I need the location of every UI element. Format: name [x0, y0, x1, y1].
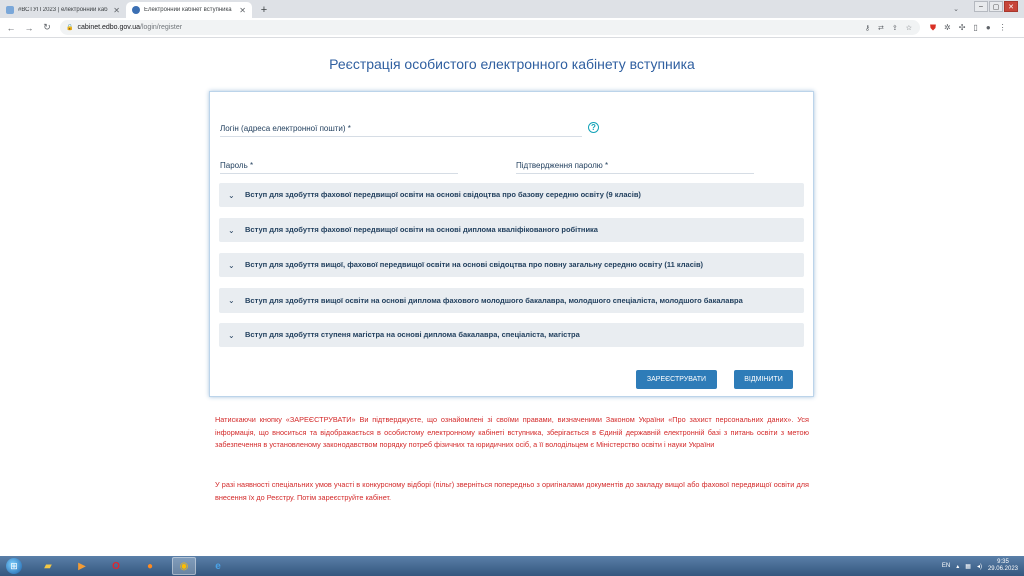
accordion-label: Вступ для здобуття фахової передвищої освіти на основі диплома кваліфікованого робітника	[245, 225, 598, 234]
accordion-item[interactable]	[219, 288, 804, 313]
menu-dots-icon[interactable]: ⋮	[998, 22, 1007, 32]
sidebar-icon[interactable]: ▯	[973, 22, 978, 32]
accordion-item[interactable]	[219, 218, 804, 242]
minimize-icon[interactable]: –	[974, 1, 988, 12]
window-controls	[974, 1, 1018, 12]
cancel-button[interactable]: ВІДМІНИТИ	[734, 370, 793, 389]
clock[interactable]	[988, 559, 1018, 573]
language-indicator[interactable]: EN	[941, 563, 951, 569]
close-window-icon[interactable]: ✕	[1004, 1, 1018, 12]
close-tab-icon[interactable]: ✕	[113, 5, 120, 15]
accordion-label: Вступ для здобуття фахової передвищої освіти на основі свідоцтва про базову середню освіту (9 класів)	[245, 190, 641, 199]
browser-tab-bar	[0, 0, 1024, 18]
accordion-item[interactable]	[219, 253, 804, 277]
media-player-icon[interactable]: ▶	[78, 560, 86, 572]
file-explorer-icon[interactable]: ▰	[44, 560, 52, 572]
extensions-area	[930, 23, 1007, 33]
share-icon[interactable]: ⇪	[891, 24, 898, 32]
url-path: /login/register	[140, 24, 183, 31]
firefox-icon[interactable]: ●	[146, 560, 154, 572]
chevron-down-icon: ⌄	[228, 190, 235, 200]
browser-tab[interactable]	[0, 2, 126, 18]
system-tray	[942, 559, 1024, 573]
confirm-password-field[interactable]: Підтвердження паролю *	[516, 161, 754, 174]
volume-icon[interactable]: ◂)	[976, 563, 982, 570]
chevron-down-icon: ⌄	[228, 225, 235, 235]
globe-icon	[132, 6, 140, 14]
accordion-item[interactable]	[219, 323, 804, 347]
extension-icon[interactable]: ⛊	[930, 22, 936, 32]
os-taskbar	[0, 556, 1024, 576]
clock-time: 9:35	[997, 559, 1009, 565]
chevron-down-icon: ⌄	[228, 260, 235, 270]
internet-explorer-icon[interactable]: e	[215, 560, 221, 572]
page-title: Реєстрація особистого електронного кабінету вступника	[329, 56, 695, 72]
login-field[interactable]: Логін (адреса електронної пошти) *	[220, 124, 582, 137]
url-input[interactable]	[60, 20, 920, 35]
password-field[interactable]: Пароль *	[220, 161, 458, 174]
register-button[interactable]: ЗАРЕЄСТРУВАТИ	[636, 370, 717, 389]
help-icon[interactable]: ?	[588, 122, 599, 133]
privacy-notice: Натискаючи кнопку «ЗАРЕЄСТРУВАТИ» Ви підтверджуєте, що ознайомлені зі своїми правами, визначеними Законом України «Про захист персональних даних». Уся інформація, що вноситься та відображається в особистому електронному кабінеті вступника, зберігається в Єдиній державній електронній базі з питань освіти з метою забезпечення в установленому законодавством порядку потреб фізичних та юридичних осіб, а її володільцем є Міністерство освіти і науки України	[215, 415, 809, 449]
reload-icon[interactable]: ↻	[43, 22, 51, 32]
special-conditions-notice: У разі наявності спеціальних умов участі в конкурсному відборі (пільг) зверніться попередньо з оригіналами документів до закладу вищої або фахової передвищої освіти для внесення їх до Реєстру. Потім зареєструйте кабінет.	[215, 480, 809, 502]
tab-title: Електронний кабінет вступника	[144, 7, 232, 13]
key-icon[interactable]: ⚷	[864, 24, 870, 32]
url-host: cabinet.edbo.gov.ua	[77, 24, 141, 31]
address-bar-row	[0, 18, 1024, 38]
maximize-icon[interactable]: ▢	[989, 1, 1003, 12]
tray-arrow-icon[interactable]: ▴	[956, 563, 960, 570]
chevron-down-icon: ⌄	[228, 330, 235, 340]
accordion-item[interactable]	[219, 183, 804, 207]
browser-tab-active[interactable]	[126, 2, 252, 18]
translate-icon[interactable]: ⇄	[877, 24, 884, 32]
puzzle-icon[interactable]: ✣	[958, 22, 966, 32]
clock-date: 29.06.2023	[987, 566, 1018, 572]
tab-title: #ВСТУП 2023 | електронний каб	[18, 7, 108, 13]
opera-icon[interactable]: O	[112, 560, 120, 572]
tab-search-icon[interactable]: ⌄	[953, 6, 959, 13]
accordion-label: Вступ для здобуття вищої освіти на основі диплома фахового молодшого бакалавра, молодшого спеціаліста, молодшого бакалавра	[245, 295, 743, 305]
back-icon[interactable]: ←	[6, 22, 16, 33]
chevron-down-icon: ⌄	[228, 296, 235, 305]
chrome-icon[interactable]: ◉	[172, 557, 196, 575]
bookmark-star-icon[interactable]: ☆	[905, 24, 912, 32]
profile-avatar-icon[interactable]: ●	[985, 22, 991, 32]
lock-icon[interactable]: 🔒	[66, 25, 74, 31]
network-icon[interactable]: ▦	[965, 563, 971, 570]
accordion-label: Вступ для здобуття ступеня магістра на основі диплома бакалавра, спеціаліста, магістра	[245, 330, 580, 339]
settings-gear-icon[interactable]: ✲	[944, 22, 951, 32]
close-tab-icon[interactable]: ✕	[239, 5, 246, 15]
accordion-label: Вступ для здобуття вищої, фахової передвищої освіти на основі свідоцтва про повну загальну середню освіту (11 класів)	[245, 260, 704, 269]
registration-form	[209, 91, 814, 397]
site-favicon-icon	[6, 6, 14, 14]
new-tab-button[interactable]: +	[260, 4, 268, 16]
forward-icon[interactable]: →	[24, 22, 34, 33]
windows-start-icon[interactable]: ⊞	[6, 558, 22, 574]
